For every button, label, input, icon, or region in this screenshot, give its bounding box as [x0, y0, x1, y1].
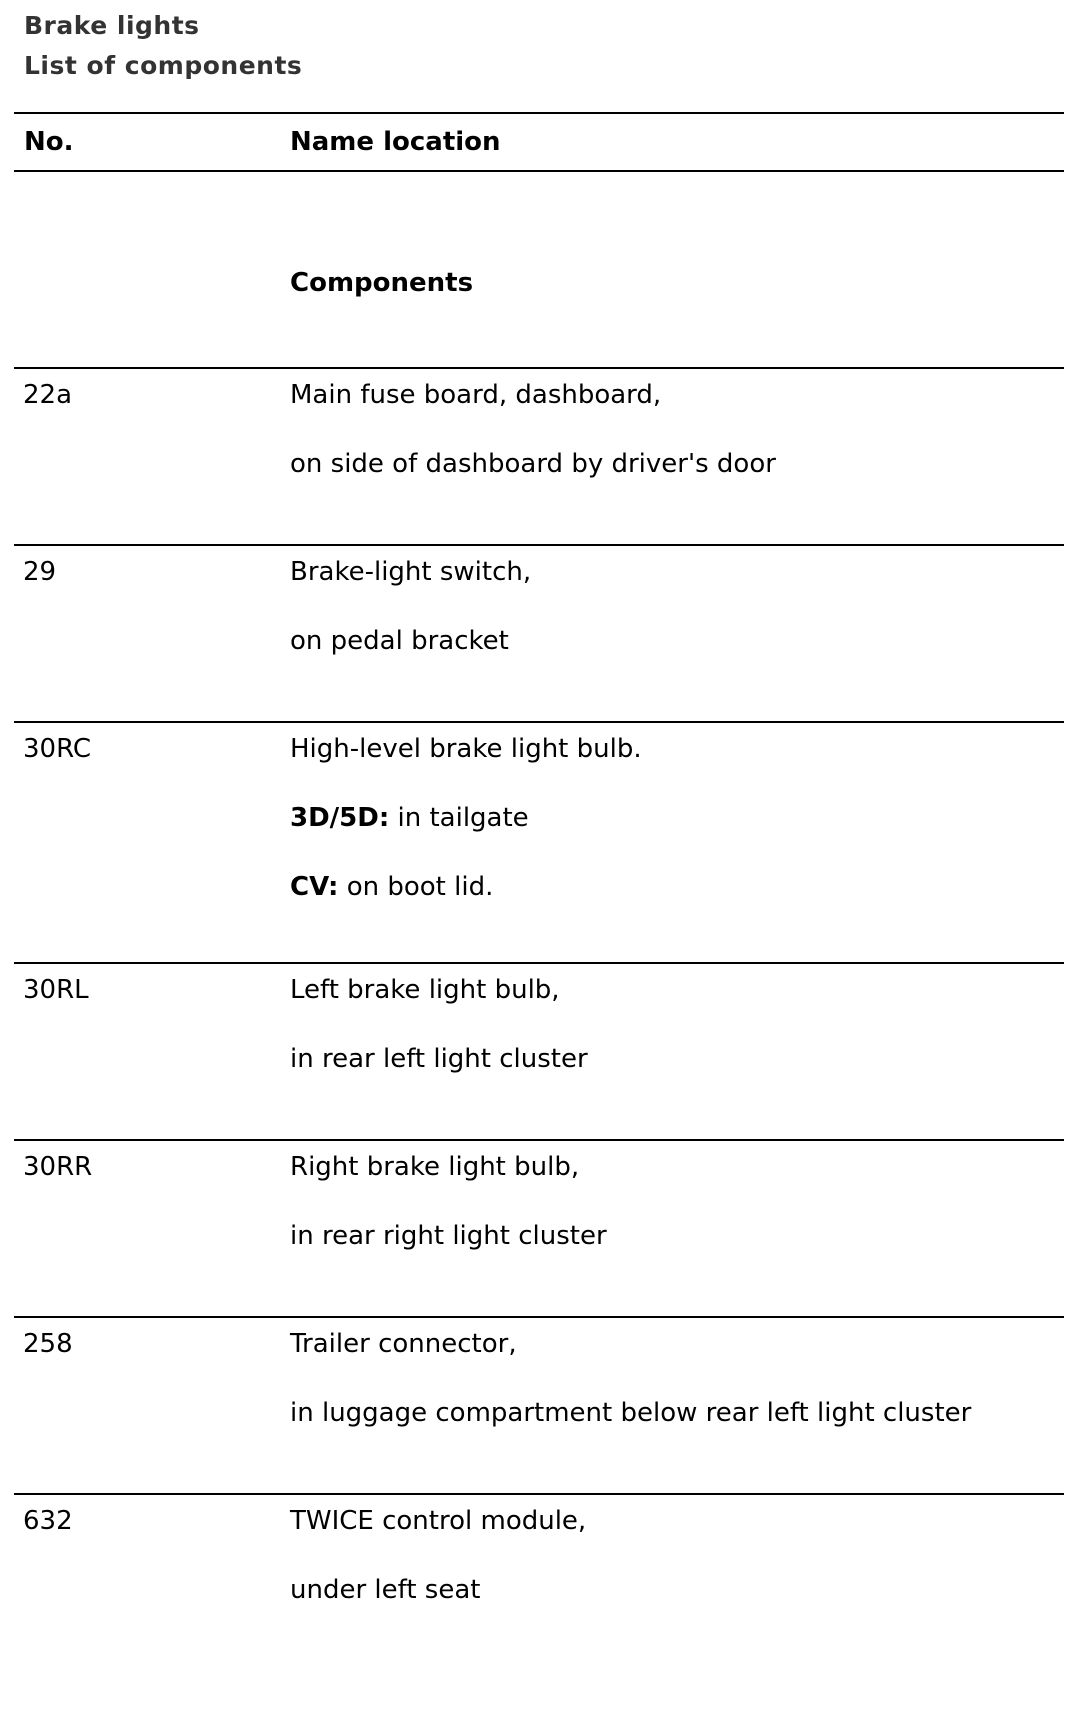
section-title: Components: [290, 268, 474, 298]
variant-label: 3D/5D:: [290, 803, 390, 833]
component-name: Brake-light switch,: [290, 557, 532, 587]
variant-label: CV:: [290, 872, 339, 902]
component-name: Right brake light bulb,: [290, 1152, 580, 1182]
table-row: [14, 369, 1064, 544]
component-name: Main fuse board, dashboard,: [290, 380, 662, 410]
component-number: 30RR: [23, 1152, 93, 1182]
table-header-row: [14, 114, 1064, 170]
variant-text: on boot lid.: [338, 872, 494, 902]
component-number: 30RC: [23, 734, 92, 764]
component-location: in luggage compartment below rear left light cluster: [290, 1398, 972, 1428]
table-row: [14, 1141, 1064, 1316]
component-number: 258: [23, 1329, 73, 1359]
component-description: [290, 557, 531, 695]
component-number: 29: [23, 557, 57, 587]
component-location: on side of dashboard by driver's door: [290, 449, 776, 479]
table-row: [14, 546, 1064, 721]
component-number: 30RL: [23, 975, 89, 1005]
component-location: in rear right light cluster: [290, 1221, 607, 1251]
table-row: [14, 1318, 1064, 1493]
component-description: [290, 380, 776, 518]
component-name: TWICE control module,: [290, 1506, 587, 1536]
table-row: [14, 723, 1064, 962]
component-description: [290, 734, 642, 941]
column-header-no: No.: [24, 127, 74, 157]
component-description: [290, 1152, 607, 1290]
section-row: [14, 172, 1064, 367]
component-number: 22a: [23, 380, 73, 410]
document-subtitle: List of components: [24, 51, 303, 80]
component-name: High-level brake light bulb.: [290, 734, 642, 764]
document-title: Brake lights: [24, 11, 200, 40]
component-description: [290, 1506, 586, 1644]
component-number: 632: [23, 1506, 73, 1536]
component-description: [290, 1329, 971, 1467]
column-header-name-location: Name location: [290, 127, 501, 157]
component-name: Trailer connector,: [290, 1329, 517, 1359]
table-row: [14, 1495, 1064, 1645]
component-location: on pedal bracket: [290, 626, 509, 656]
variant-text: in tailgate: [389, 803, 529, 833]
variant-line: [290, 803, 642, 872]
component-location: under left seat: [290, 1575, 481, 1605]
variant-line: [290, 872, 642, 941]
component-name: Left brake light bulb,: [290, 975, 560, 1005]
component-location: in rear left light cluster: [290, 1044, 588, 1074]
document-header: [24, 6, 302, 86]
component-description: [290, 975, 588, 1113]
components-table: [14, 112, 1064, 1645]
table-row: [14, 964, 1064, 1139]
